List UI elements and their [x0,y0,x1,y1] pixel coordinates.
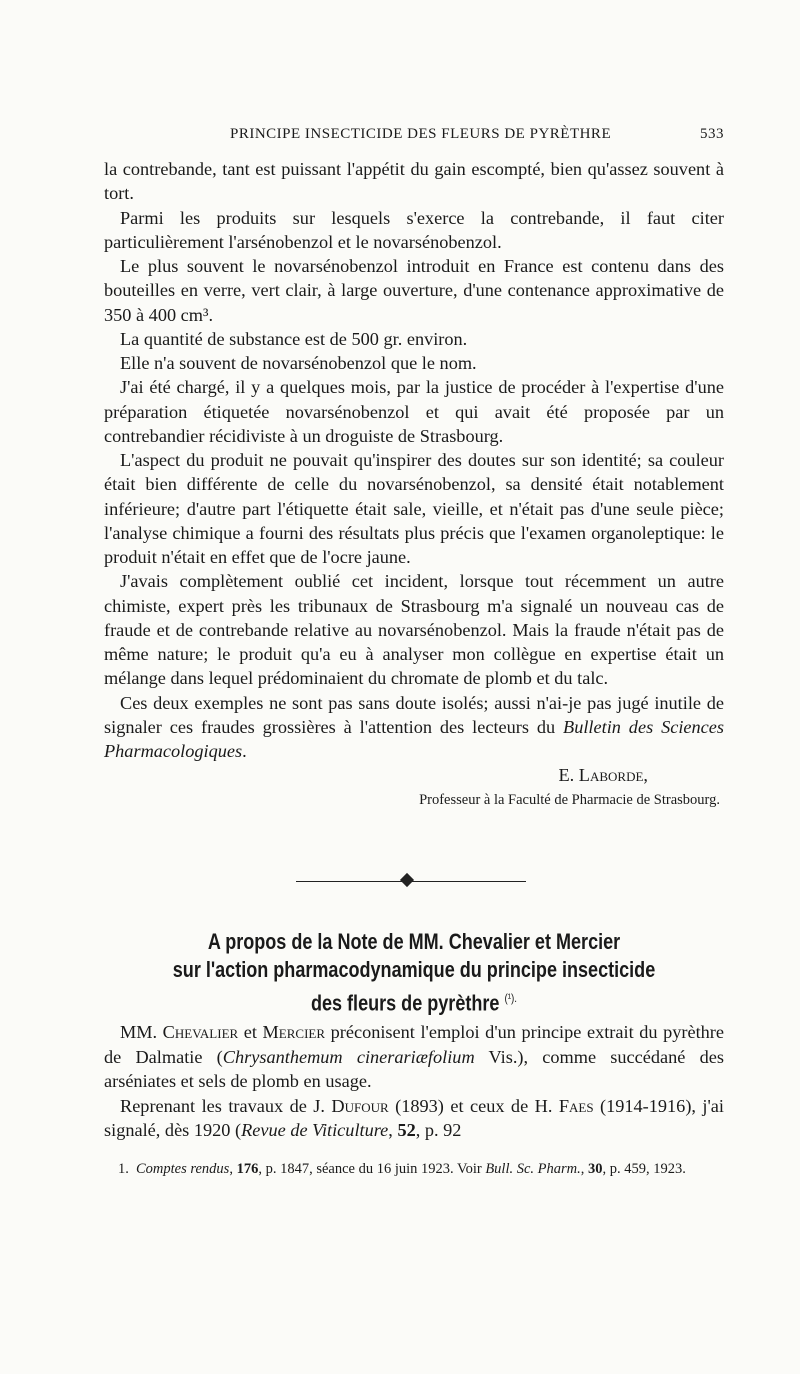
paragraph: Le plus souvent le novarsénobenzol introduit en France est contenu dans des bouteilles en verre, vert clair, à large ouverture, d'une contenance approximative de 350 à 400 cm³. [104,256,724,325]
journal-title: Comptes rendus [136,1161,230,1177]
author-name: Mercier [262,1022,326,1042]
paragraph-text: . [242,741,247,761]
paragraph-text: Ces deux exemples ne sont pas sans doute isolés; aussi n'ai-je pas jugé inutile de signaler ces fraudes grossières à l'attention des lecteurs du [104,692,724,737]
author-name: Faes [558,1095,594,1116]
article-heading [160,928,668,1017]
author-name: Dufour [331,1095,389,1116]
species-name: Chrysanthemum cinerariæfolium [222,1046,475,1067]
volume-number: 52 [397,1120,416,1140]
section-divider [296,881,526,884]
volume-number: 176 [236,1161,259,1177]
journal-title: Bulletin des Sciences Pharmacologiques [104,716,724,761]
paragraph: Parmi les produits sur lesquels s'exerce la contrebande, il faut citer particulièrement l'arsénobenzol et le novarsénobenzol. [104,207,724,252]
footnote-ref: (¹). [504,991,518,1005]
running-title: PRINCIPE INSECTICIDE DES FLEURS DE PYRÈTHRE [230,126,612,142]
heading-line: sur l'action pharmacodynamique du principe insecticide [172,957,656,982]
paragraph: MM. Chevalier et Mercier préconisent l'emploi d'un principe extrait du pyrèthre de Dalmatie (Chrysanthemum cinerariæfolium Vis.), comme succédané des arséniates et sels de plomb en usage. [104,1022,724,1091]
footnote-number: 1. [118,1161,129,1177]
footnote: 1. Comptes rendus, 176, p. 1847, séance du 16 juin 1923. Voir Bull. Sc. Pharm., 30, p. 459, 1923. [104,1160,724,1179]
journal-title: Bull. Sc. Pharm. [485,1161,581,1177]
running-head [104,126,724,148]
paragraph: Reprenant les travaux de J. Dufour (1893) et ceux de H. Faes (1914-1916), j'ai signalé, dès 1920 (Revue de Viticulture, 52, p. 92 [104,1095,724,1140]
article-body [104,157,724,812]
paragraph: J'avais complètement oublié cet incident, lorsque tout récemment un autre chimiste, expert près les tribunaux de Strasbourg m'a signalé un nouveau cas de fraude et de contrebande relative au novarsénobenzol. Mais la fraude n'était pas de même nature; le produit qu'a eu à analyser mon collègue en expertise était un mélange dans lequel prédominaient du chromate de plomb et du talc. [104,571,724,689]
volume-number: 30 [588,1161,603,1177]
journal-title: Revue de Viticulture [241,1120,389,1140]
paragraph: J'ai été chargé, il y a quelques mois, par la justice de procéder à l'expertise d'une préparation étiquetée novarsénobenzol et qui avait été proposée par un contrebandier récidiviste à un droguiste de Strasbourg. [104,377,724,446]
author-name: Chevalier [162,1022,239,1042]
article-body-2 [104,1020,724,1143]
author-affiliation: Professeur à la Faculté de Pharmacie de Strasbourg. [419,791,720,808]
page-number: 533 [700,126,724,142]
diamond-ornament-icon [400,873,414,887]
paragraph [104,691,724,764]
paragraph: L'aspect du produit ne pouvait qu'inspirer des doutes sur son identité; sa couleur était bien différente de celle du novarsénobenzol, sa densité était notablement inférieure; d'autre part l'étiquette était sale, vieille, et n'était pas d'une seule pièce; l'analyse chimique a fourni des résultats plus précis que l'examen organoleptique: le produit n'était en effet que de l'ocre jaune. [104,450,724,567]
heading-line: des fleurs de pyrèthre $^{(^1).}$ [310,990,518,1016]
heading-line: A propos de la Note de MM. Chevalier et Mercier [207,929,621,954]
author-signature: E. Laborde, [558,765,648,786]
paragraph: La quantité de substance est de 500 gr. environ. [120,328,468,349]
paragraph: Elle n'a souvent de novarsénobenzol que le nom. [120,353,477,373]
paragraph: la contrebande, tant est puissant l'appétit du gain escompté, bien qu'assez souvent à tort. [104,159,724,204]
